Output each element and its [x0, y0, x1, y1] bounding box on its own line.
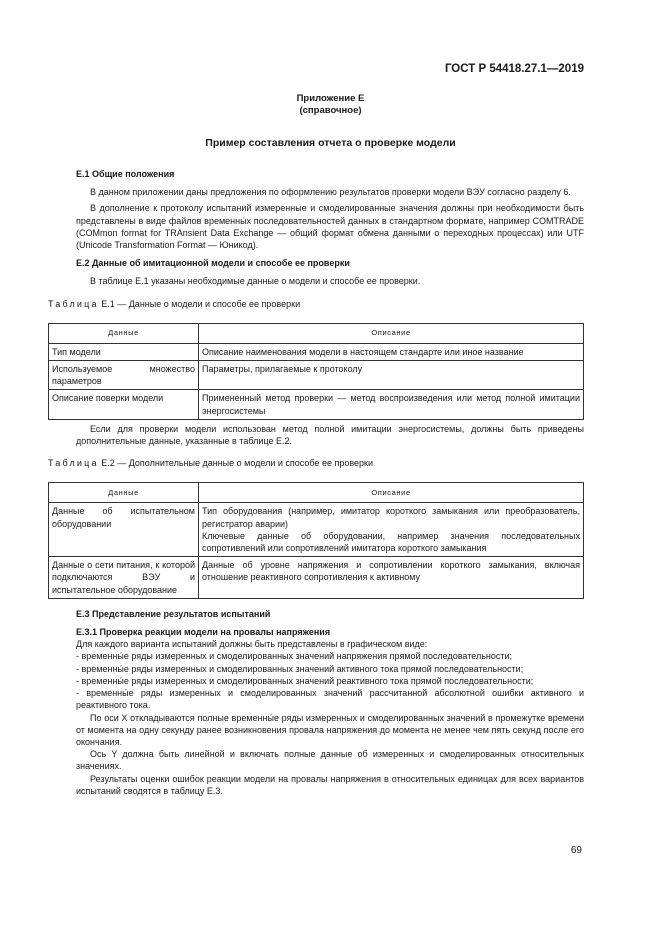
section-e2-paragraph: В таблице Е.1 указаны необходимые данные о модели и способе ее проверки. [90, 276, 421, 287]
paragraph-x-axis: По оси X откладываются полные временны́е ряды измеренных и смоделированных значений в промежутке времени от момента на одну секунду ранее возникновения провала напряжения до момента не менее чем пять секунд после его окончания. [76, 712, 584, 747]
appendix-main-title: Пример составления отчета о проверке модели [205, 137, 456, 149]
table-cell: Описание наименования модели в настоящем стандарте или иное название [199, 343, 584, 360]
document-body [48, 168, 584, 797]
table-cell: Описание поверки модели [49, 390, 199, 419]
table-cell: Используемое множество параметров [49, 361, 199, 390]
section-e3-heading: Е.3 Представление результатов испытаний [76, 608, 271, 619]
bullet-item: - временны́е ряды измеренных и смоделированных значений активного тока прямой последовательности; [76, 663, 524, 674]
table-e2 [48, 482, 584, 598]
table-e2-caption-prefix: Таблица [48, 458, 99, 469]
appendix-title: Приложение Е [296, 93, 365, 104]
appendix-note: (справочное) [299, 105, 362, 116]
section-e1-paragraph-2: В дополнение к протоколу испытаний измеренные и смоделированные значения должны при необходимости быть представлены в виде файлов временны́х последовательностей данных в стандартном формате, например COMTRADE (COMmon format for TRAnsient Data Exchange — общий формат обмена данными о переходных процессах) или UTF (Unicode Transformation Format — Юникод). [76, 203, 584, 251]
table-header-cell: Описание [199, 483, 584, 503]
standard-number: ГОСТ Р 54418.27.1—2019 [444, 63, 584, 75]
table-cell-line: Тип оборудования (например, имитатор короткого замыкания или преобразователь, регистратор аварии) [202, 506, 580, 529]
table-e1-caption-text: Е.1 — Данные о модели и способе ее проверки [98, 298, 301, 309]
table-e2-intro: Если для проверки модели использован метод полной имитации энергосистемы, должны быть приведены дополнительные данные, указанные в таблице Е.2. [76, 423, 584, 447]
section-e2-heading: Е.2 Данные об имитационной модели и способе ее проверки [76, 258, 350, 269]
table-cell [199, 503, 584, 557]
table-header-row [49, 483, 584, 503]
section-e1-heading: Е.1 Общие положения [76, 169, 175, 179]
table-row [49, 557, 584, 599]
section-e1-paragraph-1: В данном приложении даны предложения по оформлению результатов проверки модели ВЭУ согласно разделу 6. [90, 187, 571, 198]
table-cell: Данные о сети питания, к которой подключаются ВЭУ и испытательное оборудование [49, 557, 199, 599]
section-e31-heading: Е.3.1 Проверка реакции модели на провалы напряжения [76, 627, 331, 638]
bullet-item: - временны́е ряды измеренных и смоделированных значений напряжения прямой последовательности; [76, 651, 513, 662]
table-row [49, 390, 584, 419]
table-e1-caption-prefix: Таблица [48, 298, 99, 309]
section-e31-intro: Для каждого варианта испытаний должны быть представлены в графическом виде: [76, 639, 428, 650]
table-e1 [48, 323, 584, 420]
table-e2-caption-text: Е.2 — Дополнительные данные о модели и способе ее проверки [98, 458, 373, 469]
table-cell: Тип модели [49, 343, 199, 360]
table-cell: Данные об уровне напряжения и сопротивлении короткого замыкания, включая отношение реактивного сопротивления к активному [199, 557, 584, 599]
table-e2-caption [48, 457, 584, 469]
paragraph-results: Результаты оценки ошибок реакции модели на провалы напряжения в относительных единицах для всех вариантов испытаний сводятся в таблицу Е.3. [76, 773, 584, 796]
table-cell-line: Ключевые данные об оборудовании, например значения последовательных сопротивлений или сопротивлений имитатора короткого замыкания [202, 530, 580, 554]
table-cell: Примененный метод проверки — метод воспроизведения или метод полной имитации энергосистемы [199, 390, 584, 419]
table-header-cell: Описание [199, 323, 584, 343]
table-row [49, 503, 584, 557]
table-cell: Параметры, прилагаемые к протоколу [199, 361, 584, 390]
table-cell: Данные об испытательном оборудовании [49, 503, 199, 557]
paragraph-y-axis: Ось Y должна быть линейной и включать полные данные об измеренных и смоделированных относительных значениях. [76, 749, 584, 772]
table-header-row [49, 323, 584, 343]
page-number: 69 [570, 845, 582, 856]
appendix-heading [0, 93, 661, 117]
bullet-item: - временны́е ряды измеренных и смоделированных значений рассчитанной абсолютной ошибки активного и реактивного тока. [76, 688, 584, 711]
table-e1-caption [48, 298, 584, 310]
bullet-item: - временны́е ряды измеренных и смоделированных значений реактивного тока прямой последовательности; [76, 675, 534, 686]
table-row [49, 361, 584, 390]
table-header-cell: Данные [49, 323, 199, 343]
table-row [49, 343, 584, 360]
table-header-cell: Данные [49, 483, 199, 503]
